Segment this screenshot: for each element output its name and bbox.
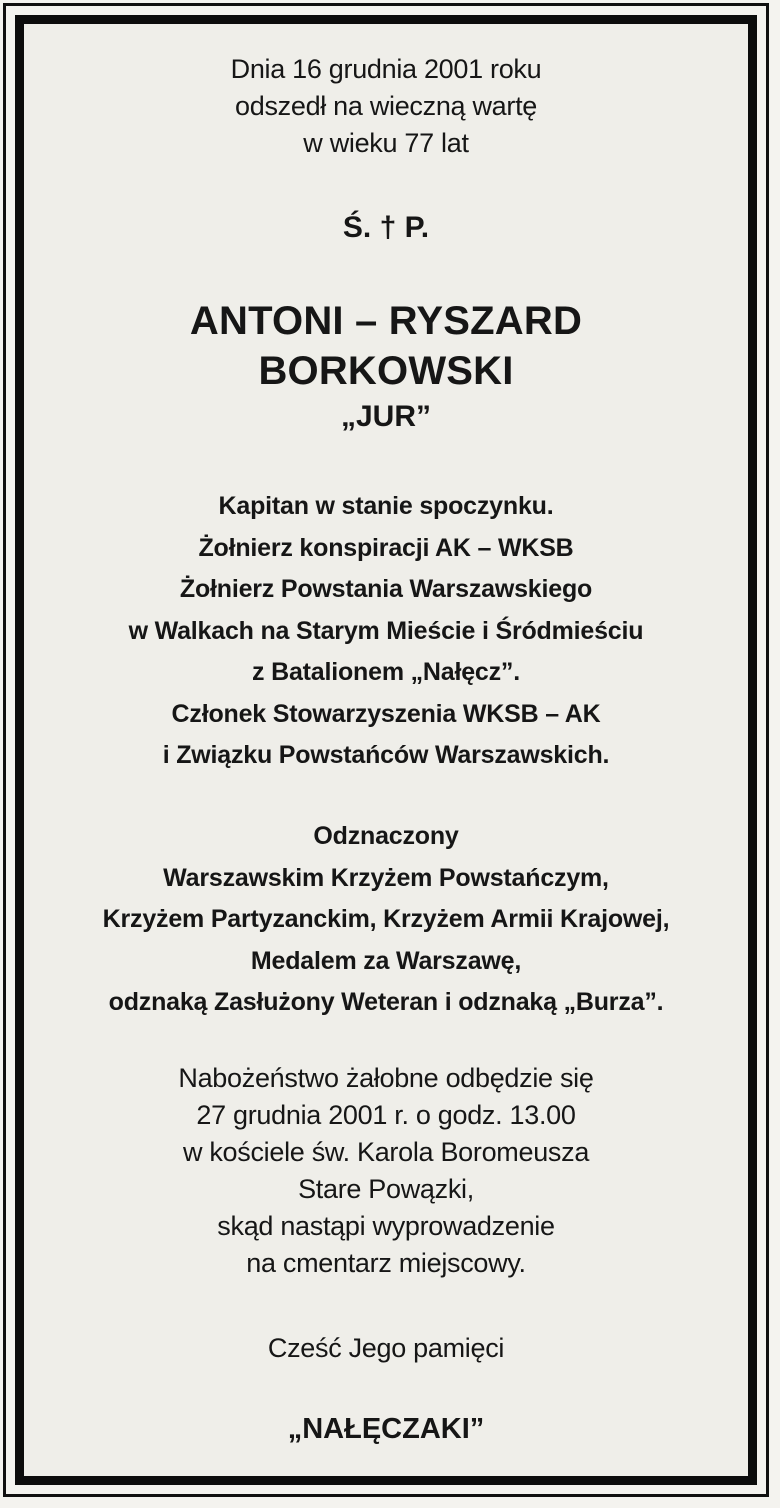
funeral-block (24, 1060, 748, 1282)
service-line: z Batalionem „Nałęcz”. (252, 658, 520, 686)
awards-line: odznaką Zasłużony Weteran i odznaką „Burza”. (108, 988, 664, 1016)
header-age-line: w wieku 77 lat (303, 128, 469, 158)
funeral-line: Stare Powązki, (298, 1174, 474, 1204)
service-line: Kapitan w stanie spoczynku. (218, 492, 554, 520)
signature: „NAŁĘCZAKI” (287, 1413, 485, 1445)
awards-line: Warszawskim Krzyżem Powstańczym, (163, 863, 609, 892)
name-block (24, 296, 748, 438)
header-date-line: Dnia 16 grudnia 2001 roku (230, 54, 542, 84)
sp-label: Ś. † P. (342, 211, 430, 244)
awards-line: Medalem za Warszawę, (250, 946, 522, 975)
funeral-line: na cmentarz miejscowy. (246, 1248, 526, 1278)
funeral-line: w kościele św. Karola Boromeusza (182, 1137, 590, 1167)
funeral-line: Nabożeństwo żałobne odbędzie się (178, 1063, 594, 1093)
funeral-line: skąd nastąpi wyprowadzenie (217, 1211, 555, 1241)
service-line: i Związku Powstańców Warszawskich. (162, 741, 610, 769)
service-line: Członek Stowarzyszenia WKSB – AK (171, 699, 601, 728)
awards-line: Krzyżem Partyzanckim, Krzyżem Armii Krajowej, (102, 905, 670, 933)
header-block (24, 51, 748, 162)
closing-line: Cześć Jego pamięci (267, 1333, 505, 1363)
nickname: „JUR” (340, 400, 431, 433)
first-name: ANTONI – RYSZARD (189, 299, 583, 343)
funeral-line: 27 grudnia 2001 r. o godz. 13.00 (196, 1100, 576, 1130)
awards-line: Odznaczony (313, 822, 459, 850)
service-line: w Walkach na Starym Mieście i Śródmieściu (128, 616, 644, 645)
service-line: Żołnierz konspiracji AK – WKSB (198, 533, 574, 562)
service-block (24, 486, 748, 777)
header-death-line: odszedł na wieczną wartę (235, 91, 537, 121)
service-line: Żołnierz Powstania Warszawskiego (179, 575, 593, 603)
last-name: BORKOWSKI (258, 349, 514, 393)
awards-block (24, 816, 748, 1024)
